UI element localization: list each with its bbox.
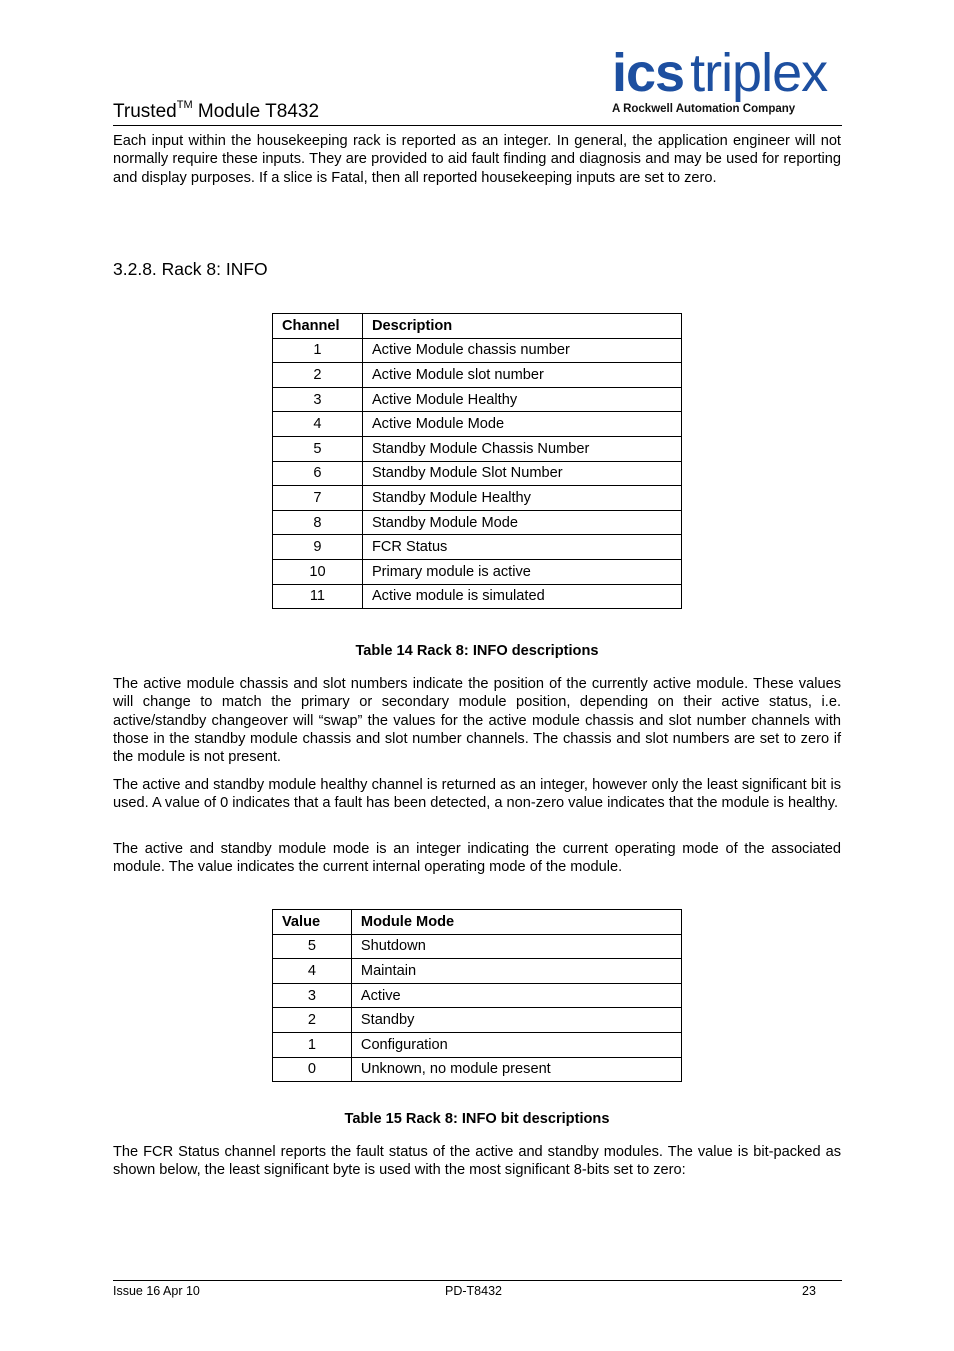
description-cell: Active Module Healthy [362,387,681,412]
logo-ics: ics [612,43,685,103]
mode-cell: Maintain [351,959,681,984]
table-row [273,934,682,959]
description-cell: Standby Module Slot Number [362,461,681,486]
channel-cell: 5 [273,436,363,461]
table15-caption: Table 15 Rack 8: INFO bit descriptions [344,1111,610,1127]
table-row [273,1057,682,1082]
description-cell: Active Module chassis number [362,338,681,363]
footer-doc-id: PD-T8432 [445,1284,502,1298]
logo-wordmark [612,44,827,102]
table-module-mode [272,909,682,1082]
table-header-row [273,910,682,935]
channel-cell: 6 [273,461,363,486]
value-cell: 1 [273,1032,352,1057]
mode-cell: Unknown, no module present [351,1057,681,1082]
table14-caption: Table 14 Rack 8: INFO descriptions [355,643,599,659]
description-cell: Standby Module Mode [362,510,681,535]
description-cell: FCR Status [362,535,681,560]
table-row [273,387,682,412]
table-row [273,338,682,363]
table-row [273,983,682,1008]
page-header-title [113,101,319,125]
channel-cell: 9 [273,535,363,560]
column-header-module-mode: Module Mode [351,910,681,935]
footer-rule [113,1280,842,1281]
table-row [273,584,682,609]
table-row [273,1032,682,1057]
table-row [273,363,682,388]
logo-tagline: A Rockwell Automation Company [612,103,796,115]
description-cell: Active Module Mode [362,412,681,437]
chassis-slot-paragraph: The active module chassis and slot numbers indicate the position of the currently active module. These values will change to match the primary or secondary module position, depending on their active status, i.e. active/standby changeover will “swap” the values for the active module chassis and slot number channels with those in the standby module chassis and slot number channels. The chassis and slot numbers are set to zero if the module is not present. [113,676,841,766]
footer-issue: Issue 16 Apr 10 [113,1284,200,1298]
description-cell: Active module is simulated [362,584,681,609]
section-heading: 3.2.8. Rack 8: INFO [113,259,268,279]
intro-paragraph: Each input within the housekeeping rack is reported as an integer. In general, the application engineer will not normally require these inputs. They are provided to aid fault finding and diagnosis and may be used for reporting and display purposes. If a slice is Fatal, then all reported housekeeping inputs are set to zero. [113,133,841,186]
header-title-suffix: Module T8432 [192,101,320,122]
mode-cell: Configuration [351,1032,681,1057]
trademark-superscript: TM [176,99,193,111]
mode-cell: Active [351,983,681,1008]
description-cell: Primary module is active [362,559,681,584]
description-cell: Standby Module Healthy [362,486,681,511]
value-cell: 0 [273,1057,352,1082]
table-header-row [273,314,682,339]
table-row [273,436,682,461]
header-rule [113,125,842,126]
value-cell: 2 [273,1008,352,1033]
table-rack8-info [272,313,682,609]
header-title-prefix: Trusted [113,101,177,122]
table-row [273,486,682,511]
table-row [273,535,682,560]
fcr-status-paragraph: The FCR Status channel reports the fault status of the active and standby modules. The value is bit-packed as shown below, the least significant byte is used with the most significant 8-bits set to zero: [113,1144,841,1179]
channel-cell: 4 [273,412,363,437]
channel-cell: 7 [273,486,363,511]
healthy-channel-paragraph: The active and standby module healthy channel is returned as an integer, however only the least significant bit is used. A value of 0 indicates that a fault has been detected, a non-zero value indicates that the module is healthy. [113,777,841,812]
table-row [273,1008,682,1033]
table-row [273,959,682,984]
channel-cell: 10 [273,559,363,584]
company-logo [612,44,842,120]
table-row [273,412,682,437]
table-row [273,510,682,535]
value-cell: 4 [273,959,352,984]
mode-cell: Standby [351,1008,681,1033]
logo-triplex: triplex [690,43,828,103]
mode-cell: Shutdown [351,934,681,959]
table-row [273,461,682,486]
channel-cell: 1 [273,338,363,363]
description-cell: Active Module slot number [362,363,681,388]
channel-cell: 2 [273,363,363,388]
description-cell: Standby Module Chassis Number [362,436,681,461]
channel-cell: 11 [273,584,363,609]
value-cell: 5 [273,934,352,959]
channel-cell: 8 [273,510,363,535]
table-row [273,559,682,584]
footer-page-number: 23 [802,1284,816,1298]
column-header-value: Value [273,910,352,935]
column-header-description: Description [362,314,681,339]
column-header-channel: Channel [273,314,363,339]
channel-cell: 3 [273,387,363,412]
value-cell: 3 [273,983,352,1008]
module-mode-paragraph: The active and standby module mode is an integer indicating the current operating mode of the associated module. The value indicates the current internal operating mode of the module. [113,841,841,876]
